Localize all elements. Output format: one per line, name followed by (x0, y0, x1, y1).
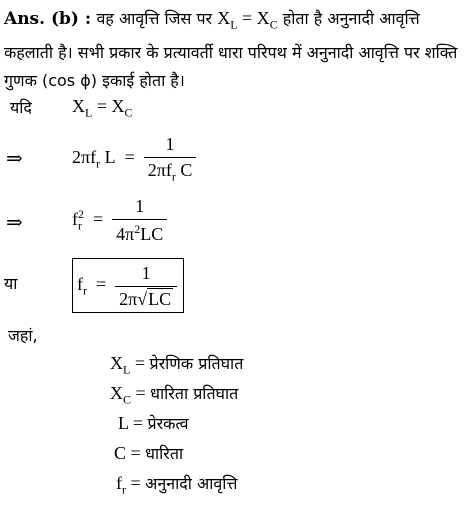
definition-meaning: प्रेरकत्व (147, 414, 189, 433)
answer-condition: $X_L = X_C$ (217, 8, 278, 32)
implies-symbol-1: ⇒ (6, 148, 23, 170)
definitions-list (110, 352, 243, 502)
definition-item: C = धारिता (114, 443, 184, 463)
definition-meaning: अनुनादी आवृत्ति (145, 474, 238, 493)
final-formula-box: $f_r$ = $\frac{1}{2\pi√LC}$ (72, 258, 184, 313)
answer-text-2: होता है अनुनादी आवृत्ति कहलाती है। सभी प्रकार के प्रत्यावर्ती धारा परिपथ में अनुनादी आवृत्ति पर शक्ति गुणक (cos ϕ) इकाई होता है। (4, 9, 458, 90)
step2-equation: $2\pi f_r$ L = $\frac{1}{2\pi f_r C}$ (72, 134, 196, 185)
definition-item: $X_L$ = प्रेरणिक प्रतिघात (110, 353, 244, 377)
definition-meaning: प्रेरणिक प्रतिघात (149, 354, 244, 373)
final-numerator: 1 (115, 263, 177, 287)
step3-fraction: $\frac{1}{4\pi^2LC}$ (112, 196, 167, 245)
or-word: या (4, 274, 18, 293)
definition-item: $X_C$ = धारिता प्रतिघात (110, 383, 239, 407)
definition-meaning: धारिता प्रतिघात (150, 384, 239, 403)
definition-item: $f_r$ = अनुनादी आवृत्ति (116, 473, 238, 497)
if-word: यदि (10, 98, 32, 117)
where-label: जहां, (8, 326, 38, 345)
definition-meaning: धारिता (145, 444, 184, 463)
condition-equation: $X_L = X_C$ (72, 96, 133, 120)
answer-paragraph (4, 4, 466, 95)
implies-symbol-2: ⇒ (6, 212, 23, 234)
answer-prefix: Ans. (b) : (4, 9, 92, 29)
step2-fraction: $\frac{1}{2\pi f_r C}$ (144, 134, 197, 185)
step3-equation: $f_r^2$ = $\frac{1}{4\pi^2LC}$ (72, 196, 167, 245)
definition-item: L = प्रेरकत्व (118, 413, 189, 433)
final-fraction: $\frac{1}{2\pi√LC}$ (115, 263, 177, 310)
step3-numerator: 1 (112, 196, 167, 220)
answer-text-1: वह आवृत्ति जिस पर (96, 9, 218, 28)
step2-numerator: 1 (144, 134, 197, 158)
